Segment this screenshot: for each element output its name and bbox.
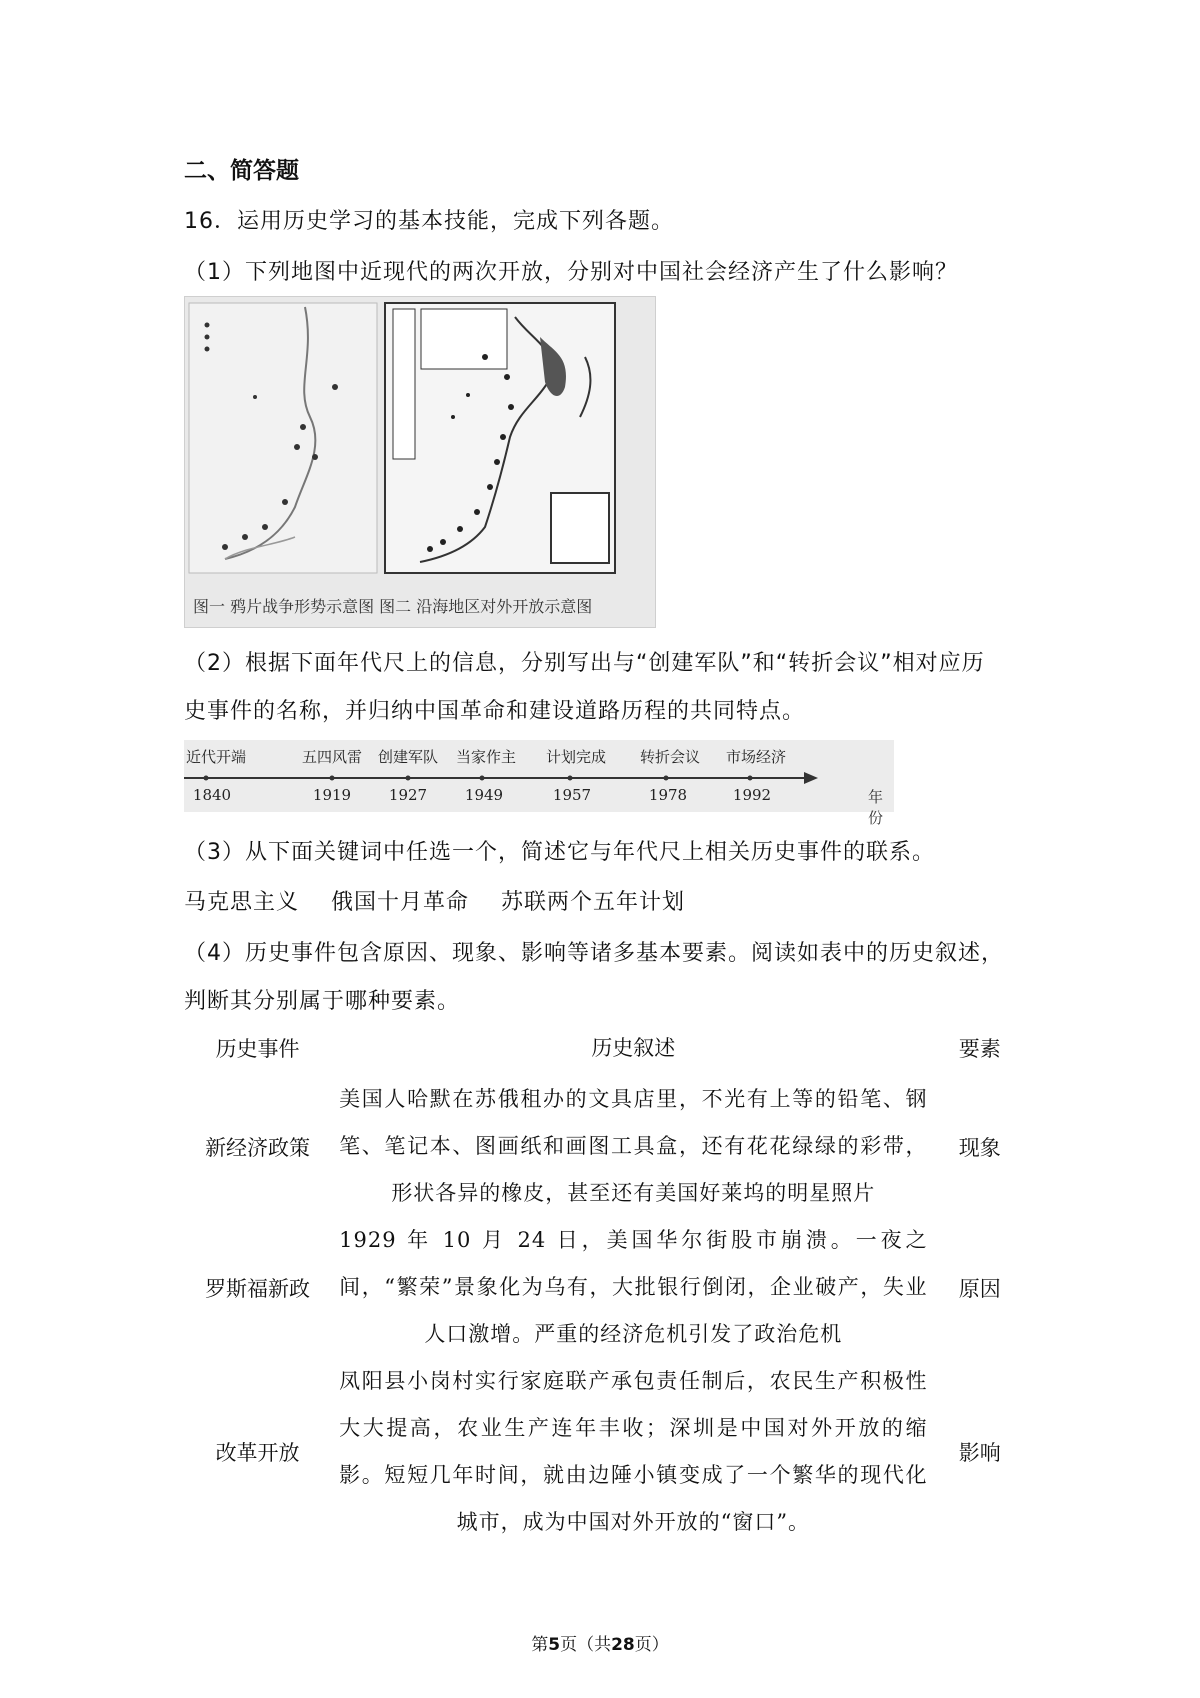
footer-page-number: 5	[548, 1635, 561, 1655]
timeline-label-4: 当家作主	[455, 748, 517, 766]
row-description-text: 凤阳县小岗村实行家庭联产承包责任制后，农民生产积极性大大提高，农业生产连年丰收；深圳是中国对外开放的缩影。短短几年时间，就由边陲小镇变成了一个繁华的现代化城市，成为中国对外开放的“窗口”。	[339, 1369, 928, 1534]
row-element: 现象	[958, 1135, 1001, 1160]
header-event: 历史事件	[215, 1037, 300, 1061]
row-element: 原因	[958, 1276, 1001, 1301]
table-row	[184, 1358, 1024, 1546]
timeline-label-3: 创建军队	[377, 748, 439, 766]
subquestion-4-line2: 判断其分别属于哪种要素。	[184, 989, 461, 1014]
table-row	[184, 1076, 1024, 1217]
timeline-label-2: 五四风雷	[301, 748, 363, 766]
footer-total-pages: 28	[611, 1635, 635, 1655]
subquestion-3: （3）从下面关键词中任选一个，简述它与年代尺上相关历史事件的联系。	[184, 840, 935, 865]
map-figure	[184, 296, 656, 628]
timeline-axis	[184, 740, 894, 812]
row-description	[331, 1076, 935, 1217]
row-event: 改革开放	[215, 1441, 300, 1465]
section-title: 二、简答题	[184, 158, 299, 184]
timeline-year-3: 1927	[388, 786, 428, 804]
header-element: 要素	[958, 1037, 1001, 1061]
timeline-year-7: 1992	[732, 786, 772, 804]
row-event: 新经济政策	[205, 1135, 311, 1160]
row-description-text: 1929 年 10 月 24 日，美国华尔街股市崩溃。一夜之间，“繁荣”景象化为乌有，大批银行倒闭，企业破产，失业人口激增。严重的经济危机引发了政治危机	[339, 1228, 928, 1346]
timeline-label-5: 计划完成	[545, 748, 607, 766]
timeline-label-7: 市场经济	[725, 748, 787, 766]
footer-prefix: 第	[531, 1635, 549, 1655]
timeline-year-5: 1957	[552, 786, 592, 804]
row-description	[331, 1358, 935, 1546]
header-description: 历史叙述	[591, 1035, 676, 1060]
row-event: 罗斯福新政	[205, 1276, 311, 1301]
subquestion-2-line1: （2）根据下面年代尺上的信息，分别写出与“创建军队”和“转折会议”相对应历	[184, 651, 985, 676]
timeline-label-1: 近代开端	[185, 748, 247, 766]
row-description-text: 美国人哈默在苏俄租办的文具店里，不光有上等的铅笔、钢笔、笔记本、图画纸和画图工具盒，还有花花绿绿的彩带，形状各异的橡皮，甚至还有美国好莱坞的明星照片	[339, 1087, 928, 1205]
row-element: 影响	[958, 1441, 1001, 1465]
page-footer	[0, 1630, 1200, 1655]
timeline	[184, 740, 894, 827]
footer-suffix: 页）	[634, 1635, 669, 1655]
subquestion-4-line1: （4）历史事件包含原因、现象、影响等诸多基本要素。阅读如表中的历史叙述，	[184, 941, 1004, 966]
timeline-year-6: 1978	[648, 786, 688, 804]
footer-mid: 页（共	[560, 1635, 612, 1655]
map-caption: 图一 鸦片战争形势示意图 图二 沿海地区对外开放示意图	[193, 597, 593, 616]
timeline-label-6: 转折会议	[639, 748, 701, 766]
question-16-stem: 16．运用历史学习的基本技能，完成下列各题。	[184, 209, 674, 234]
timeline-unit: 年份	[868, 788, 884, 827]
table-header-row	[184, 1020, 1024, 1076]
timeline-year-2: 1919	[312, 786, 352, 804]
map-illustration	[185, 297, 655, 627]
timeline-year-1: 1840	[192, 786, 232, 804]
subquestion-1: （1）下列地图中近现代的两次开放，分别对中国社会经济产生了什么影响？	[184, 260, 958, 285]
timeline-year-4: 1949	[464, 786, 504, 804]
table-row	[184, 1217, 1024, 1358]
row-description	[331, 1217, 935, 1358]
subquestion-2-line2: 史事件的名称，并归纳中国革命和建设道路历程的共同特点。	[184, 699, 806, 724]
history-table	[184, 1020, 1024, 1546]
keywords: 马克思主义 俄国十月革命 苏联两个五年计划	[184, 890, 685, 915]
